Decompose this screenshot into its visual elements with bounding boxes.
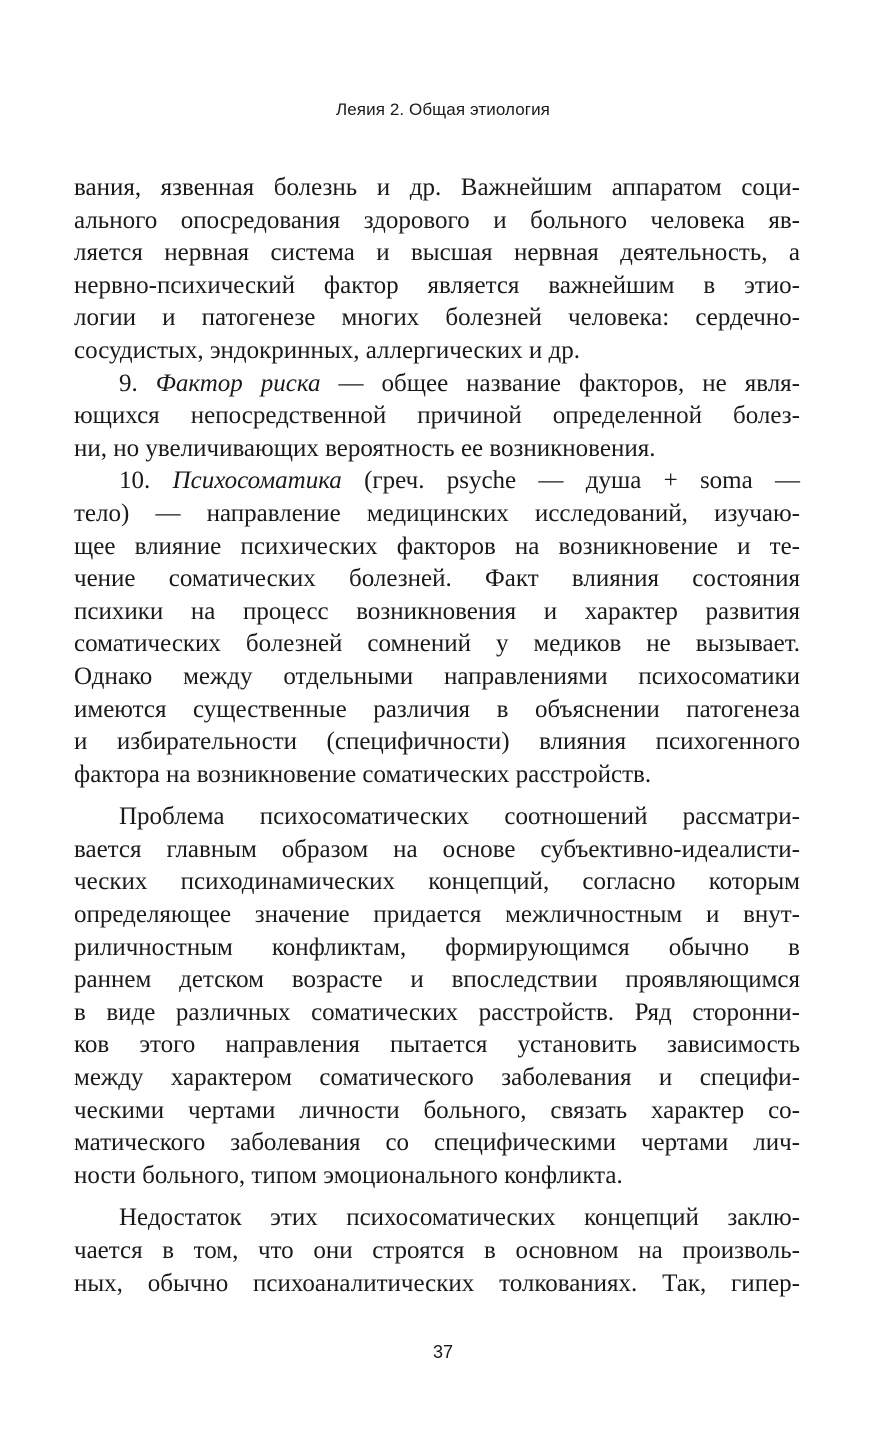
text-line: ющихся непосредственной причиной определенной болез- (74, 402, 800, 430)
text-line: вается главным образом на основе субъективно-идеалисти- (74, 835, 800, 863)
page-number: 37 (432, 1342, 454, 1362)
text-line: тело) — направление медицинских исследований, изучаю- (74, 499, 800, 527)
paragraph-5 (74, 1202, 800, 1300)
running-head: Леяия 2. Общая этиология (335, 100, 550, 119)
paragraph-4 (74, 801, 800, 1192)
text-line: ляется нервная система и высшая нервная деятельность, а (74, 239, 800, 267)
term-italic: Психосоматика (172, 467, 342, 495)
text-line: чение соматических болезней. Факт влияния состояния (74, 565, 800, 593)
text-line: Недостаток этих психосоматических концепций заклю- (119, 1204, 800, 1232)
text-line: ни, но увеличивающих вероятность ее возникновения. (74, 434, 656, 462)
body-text (74, 172, 800, 1300)
item-number: 9. (119, 369, 138, 397)
text-line: сосудистых, эндокринных, аллергических и др. (74, 336, 580, 364)
text-fragment: — общее название факторов, не явля- (320, 369, 801, 397)
text-line: и избирательности (специфичности) влияния психогенного (74, 728, 800, 756)
text-line: раннем детском возрасте и впоследствии проявляющимся (74, 966, 800, 994)
text-line: ческими чертами личности больного, связать характер со- (74, 1096, 800, 1124)
text-line: чается в том, что они строятся в основном на произволь- (74, 1237, 800, 1264)
text-line: ных, обычно психоаналитических толкованиях. Так, гипер- (74, 1269, 800, 1297)
text-line: психики на процесс возникновения и характер развития (74, 597, 800, 625)
text-line (74, 368, 800, 401)
text-line: определяющее значение придается межличностным и внут- (74, 901, 800, 929)
text-line: между характером соматического заболевания и специфи- (74, 1064, 800, 1092)
text-line: в виде различных соматических расстройств. Ряд сторонни- (74, 998, 800, 1026)
text-line (74, 465, 800, 498)
text-line: фактора на возникновение соматических расстройств. (74, 760, 652, 788)
text-line: матического заболевания со специфическими чертами лич- (74, 1129, 800, 1157)
text-line: риличностным конфликтам, формирующимся обычно в (74, 933, 800, 961)
text-line: ков этого направления пытается установить зависимость (74, 1031, 800, 1059)
text-line: ности больного, типом эмоционального конфликта. (74, 1161, 623, 1189)
item-number: 10. (119, 467, 151, 495)
text-line: вания, язвенная болезнь и др. Важнейшим аппаратом соци- (74, 174, 800, 201)
paragraph-3 (74, 465, 800, 791)
text-line: соматических болезней сомнений у медиков не вызывает. (74, 630, 800, 658)
text-line: Проблема психосоматических соотношений рассматри- (119, 803, 800, 831)
text-line: логии и патогенезе многих болезней человека: сердечно- (74, 304, 800, 332)
term-italic: Фактор риска (155, 369, 321, 397)
text-line: ального опосредования здорового и больного человека яв- (74, 206, 800, 234)
text-line: Однако между отдельными направлениями психосоматики (74, 662, 800, 690)
text-line: нервно-психический фактор является важнейшим в этио- (74, 271, 800, 299)
text-line: имеются существенные различия в объяснении патогенеза (74, 695, 800, 723)
text-fragment: (греч. psyche — душа + soma — (341, 467, 801, 495)
text-line: щее влияние психических факторов на возникновение и те- (74, 532, 800, 560)
text-line: ческих психодинамических концепций, согласно которым (74, 868, 800, 896)
paragraph-1 (74, 172, 800, 368)
paragraph-2 (74, 368, 800, 466)
